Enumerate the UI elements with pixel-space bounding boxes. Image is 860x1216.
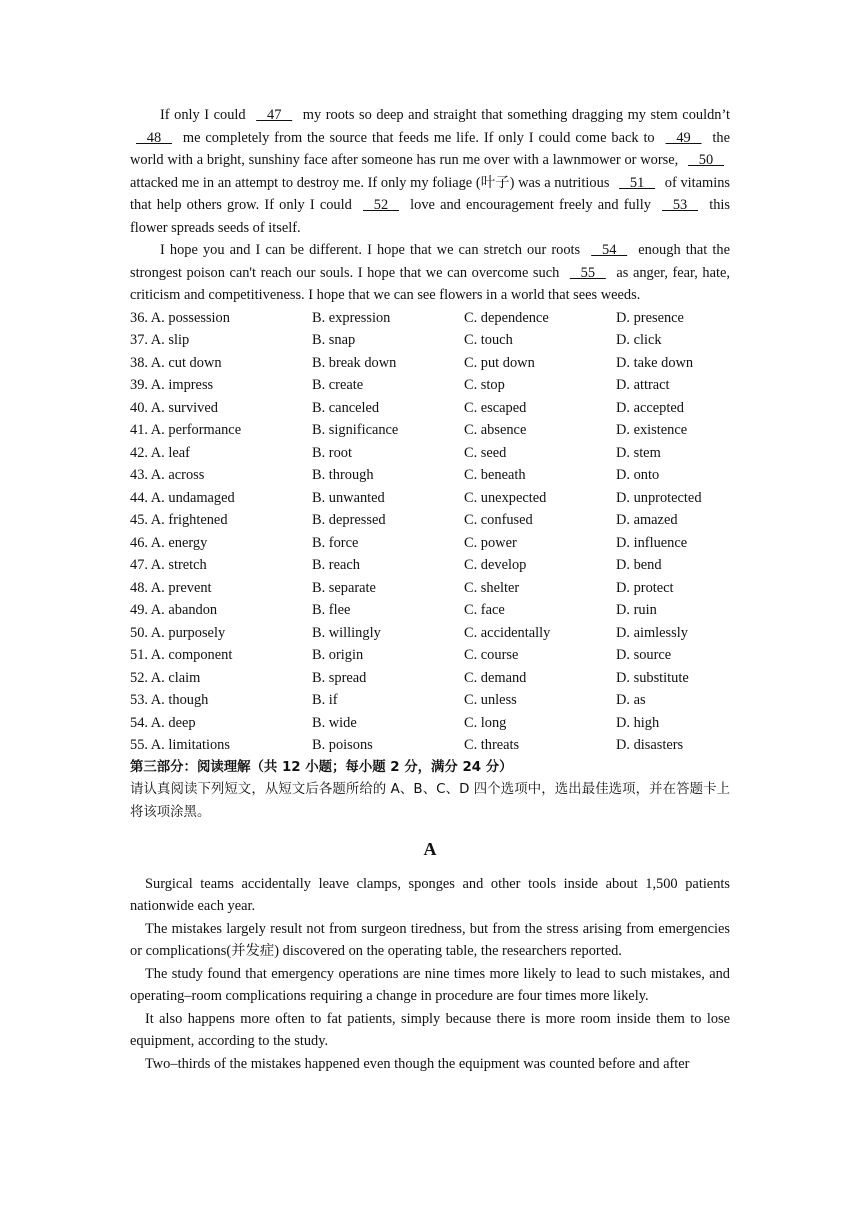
option-d: D. high (616, 714, 660, 731)
cloze-blank-48: 48 (136, 129, 172, 146)
option-c: C. put down (464, 354, 535, 371)
option-d: D. existence (616, 422, 688, 438)
cloze-blank-51: 51 (619, 174, 656, 191)
option-a: 45. A. frightened (130, 512, 228, 528)
option-a: 36. A. possession (130, 309, 230, 326)
option-c: C. touch (464, 332, 513, 348)
cloze-text: enough that the strongest poison can't reach our souls. I hope that we can overcome such (130, 242, 730, 281)
question-options-row (130, 599, 730, 622)
option-b: B. break down (312, 354, 397, 371)
question-options-row (130, 307, 730, 330)
option-b: B. spread (312, 669, 367, 686)
reading-paragraph: The study found that emergency operations are nine times more likely to lead to such mistakes, and operating–room complications requiring a change in procedure are four times more likely. (130, 965, 730, 1004)
option-d: D. onto (616, 467, 660, 483)
option-b: B. root (312, 444, 352, 461)
option-a: 54. A. deep (130, 714, 196, 731)
option-c: C. power (464, 534, 517, 551)
option-d: D. accepted (616, 399, 684, 416)
question-options-row (130, 532, 730, 555)
option-b: B. depressed (312, 512, 386, 528)
question-options-row (130, 644, 730, 667)
option-b: B. snap (312, 332, 356, 348)
option-c: C. absence (464, 422, 527, 438)
option-c: C. course (464, 647, 519, 663)
option-d: D. as (616, 692, 646, 708)
option-c: C. accidentally (464, 624, 551, 641)
question-options-row (130, 487, 730, 510)
option-a: 42. A. leaf (130, 444, 190, 461)
option-d: D. protect (616, 579, 674, 596)
option-a: 37. A. slip (130, 332, 190, 348)
passage-letter: A (423, 839, 437, 859)
cloze-blank-50: 50 (688, 152, 724, 168)
reading-paragraph: It also happens more often to fat patients, simply because there is more room inside them to lose equipment, according to the study. (130, 1010, 730, 1049)
cloze-options-table (130, 307, 730, 757)
question-options-row (130, 689, 730, 712)
option-d: D. attract (616, 377, 670, 393)
question-options-row (130, 554, 730, 577)
option-d: D. ruin (616, 602, 657, 618)
option-b: B. reach (312, 557, 360, 573)
option-d: D. disasters (616, 737, 684, 753)
option-b: B. poisons (312, 737, 373, 753)
option-a: 49. A. abandon (130, 602, 218, 618)
option-d: D. amazed (616, 512, 678, 528)
option-b: B. create (312, 377, 364, 393)
option-b: B. flee (312, 602, 351, 618)
option-c: C. confused (464, 512, 533, 528)
cloze-blank-54: 54 (591, 242, 628, 258)
question-options-row (130, 352, 730, 375)
option-d: D. unprotected (616, 489, 702, 506)
option-c: C. escaped (464, 399, 527, 416)
option-a: 52. A. claim (130, 669, 201, 686)
question-options-row (130, 374, 730, 397)
question-options-row (130, 329, 730, 352)
question-options-row (130, 667, 730, 690)
option-a: 41. A. performance (130, 422, 242, 438)
cloze-text: of vitamins that help others grow. If only I could (130, 174, 731, 213)
option-c: C. demand (464, 669, 527, 686)
reading-paragraph: Surgical teams accidentally leave clamps, sponges and other tools inside about 1,500 patients nationwide each year. (130, 875, 730, 914)
option-c: C. beneath (464, 467, 526, 483)
cloze-text: as anger, fear, hate, criticism and competitiveness. I hope that we can see flowers in a world that sees weeds. (130, 264, 730, 303)
cloze-text: the world with a bright, sunshiny face after someone has run me over with a lawnmower or worse, (130, 129, 730, 168)
option-b: B. force (312, 534, 359, 551)
option-b: B. wide (312, 714, 357, 731)
option-a: 44. A. undamaged (130, 489, 235, 506)
question-options-row (130, 509, 730, 532)
option-c: C. stop (464, 377, 505, 393)
cloze-text: me completely from the source that feeds me life. If only I could come back to (177, 129, 660, 146)
option-a: 40. A. survived (130, 399, 218, 416)
option-c: C. unexpected (464, 489, 547, 506)
option-c: C. dependence (464, 309, 549, 326)
option-c: C. face (464, 602, 505, 618)
option-b: B. origin (312, 647, 364, 663)
option-d: D. bend (616, 557, 662, 573)
option-a: 48. A. prevent (130, 579, 212, 596)
option-b: B. if (312, 692, 338, 708)
option-c: C. unless (464, 692, 517, 708)
option-d: D. stem (616, 444, 661, 461)
section-title: 第三部分：阅读理解（共 12 小题；每小题 2 分，满分 24 分） (130, 759, 513, 775)
option-a: 50. A. purposely (130, 624, 226, 641)
question-options-row (130, 712, 730, 735)
option-b: B. willingly (312, 624, 381, 641)
option-d: D. substitute (616, 669, 689, 686)
option-a: 53. A. though (130, 692, 209, 708)
option-c: C. shelter (464, 579, 520, 596)
option-a: 39. A. impress (130, 377, 214, 393)
question-options-row (130, 397, 730, 420)
question-options-row (130, 734, 730, 757)
option-b: B. separate (312, 579, 376, 596)
option-a: 51. A. component (130, 647, 233, 663)
option-c: C. long (464, 714, 507, 731)
option-a: 55. A. limitations (130, 737, 230, 753)
option-c: C. develop (464, 557, 527, 573)
question-options-row (130, 464, 730, 487)
question-options-row (130, 419, 730, 442)
option-d: D. influence (616, 534, 688, 551)
option-b: B. unwanted (312, 489, 385, 506)
option-c: C. threats (464, 737, 520, 753)
cloze-paragraph-2 (130, 239, 730, 307)
reading-paragraph: Two–thirds of the mistakes happened even though the equipment was counted before and after (145, 1055, 690, 1072)
cloze-blank-55: 55 (569, 264, 606, 281)
option-a: 47. A. stretch (130, 557, 207, 573)
option-a: 43. A. across (130, 467, 205, 483)
cloze-blank-53: 53 (662, 197, 699, 213)
option-a: 38. A. cut down (130, 354, 222, 371)
option-d: D. click (616, 332, 662, 348)
option-b: B. expression (312, 309, 391, 326)
option-d: D. presence (616, 309, 684, 326)
reading-passage (130, 873, 730, 1076)
option-d: D. take down (616, 354, 694, 371)
option-b: B. canceled (312, 399, 380, 416)
cloze-blank-52: 52 (362, 197, 399, 213)
question-options-row (130, 577, 730, 600)
option-b: B. through (312, 467, 374, 483)
section-instruction: 请认真阅读下列短文，从短文后各题所给的 A、B、C、D 四个选项中，选出最佳选项，并在答题卡上将该项涂黑。 (130, 782, 730, 820)
exam-page (130, 104, 730, 1075)
reading-paragraph: The mistakes largely result not from surgeon tiredness, but from the stress arising from emergencies or complications(并发症) discovered on the operating table, the researchers reported. (130, 920, 730, 959)
cloze-text: attacked me in an attempt to destroy me. If only my foliage (叶子) was a nutritious (130, 174, 614, 191)
cloze-paragraph-1 (130, 104, 730, 239)
question-options-row (130, 622, 730, 645)
cloze-text: my roots so deep and straight that something dragging my stem couldn’t (298, 107, 731, 123)
cloze-blank-47: 47 (256, 107, 293, 123)
option-d: D. aimlessly (616, 624, 688, 641)
cloze-text: love and encouragement freely and fully (404, 197, 657, 213)
option-a: 46. A. energy (130, 534, 208, 551)
cloze-text: I hope you and I can be different. I hope that we can stretch our roots (160, 242, 586, 258)
option-b: B. significance (312, 422, 399, 438)
option-d: D. source (616, 647, 672, 663)
cloze-text: If only I could (160, 107, 251, 123)
question-options-row (130, 442, 730, 465)
cloze-blank-49: 49 (665, 129, 702, 146)
cloze-text: this flower spreads seeds of itself. (130, 197, 730, 236)
option-c: C. seed (464, 444, 507, 461)
